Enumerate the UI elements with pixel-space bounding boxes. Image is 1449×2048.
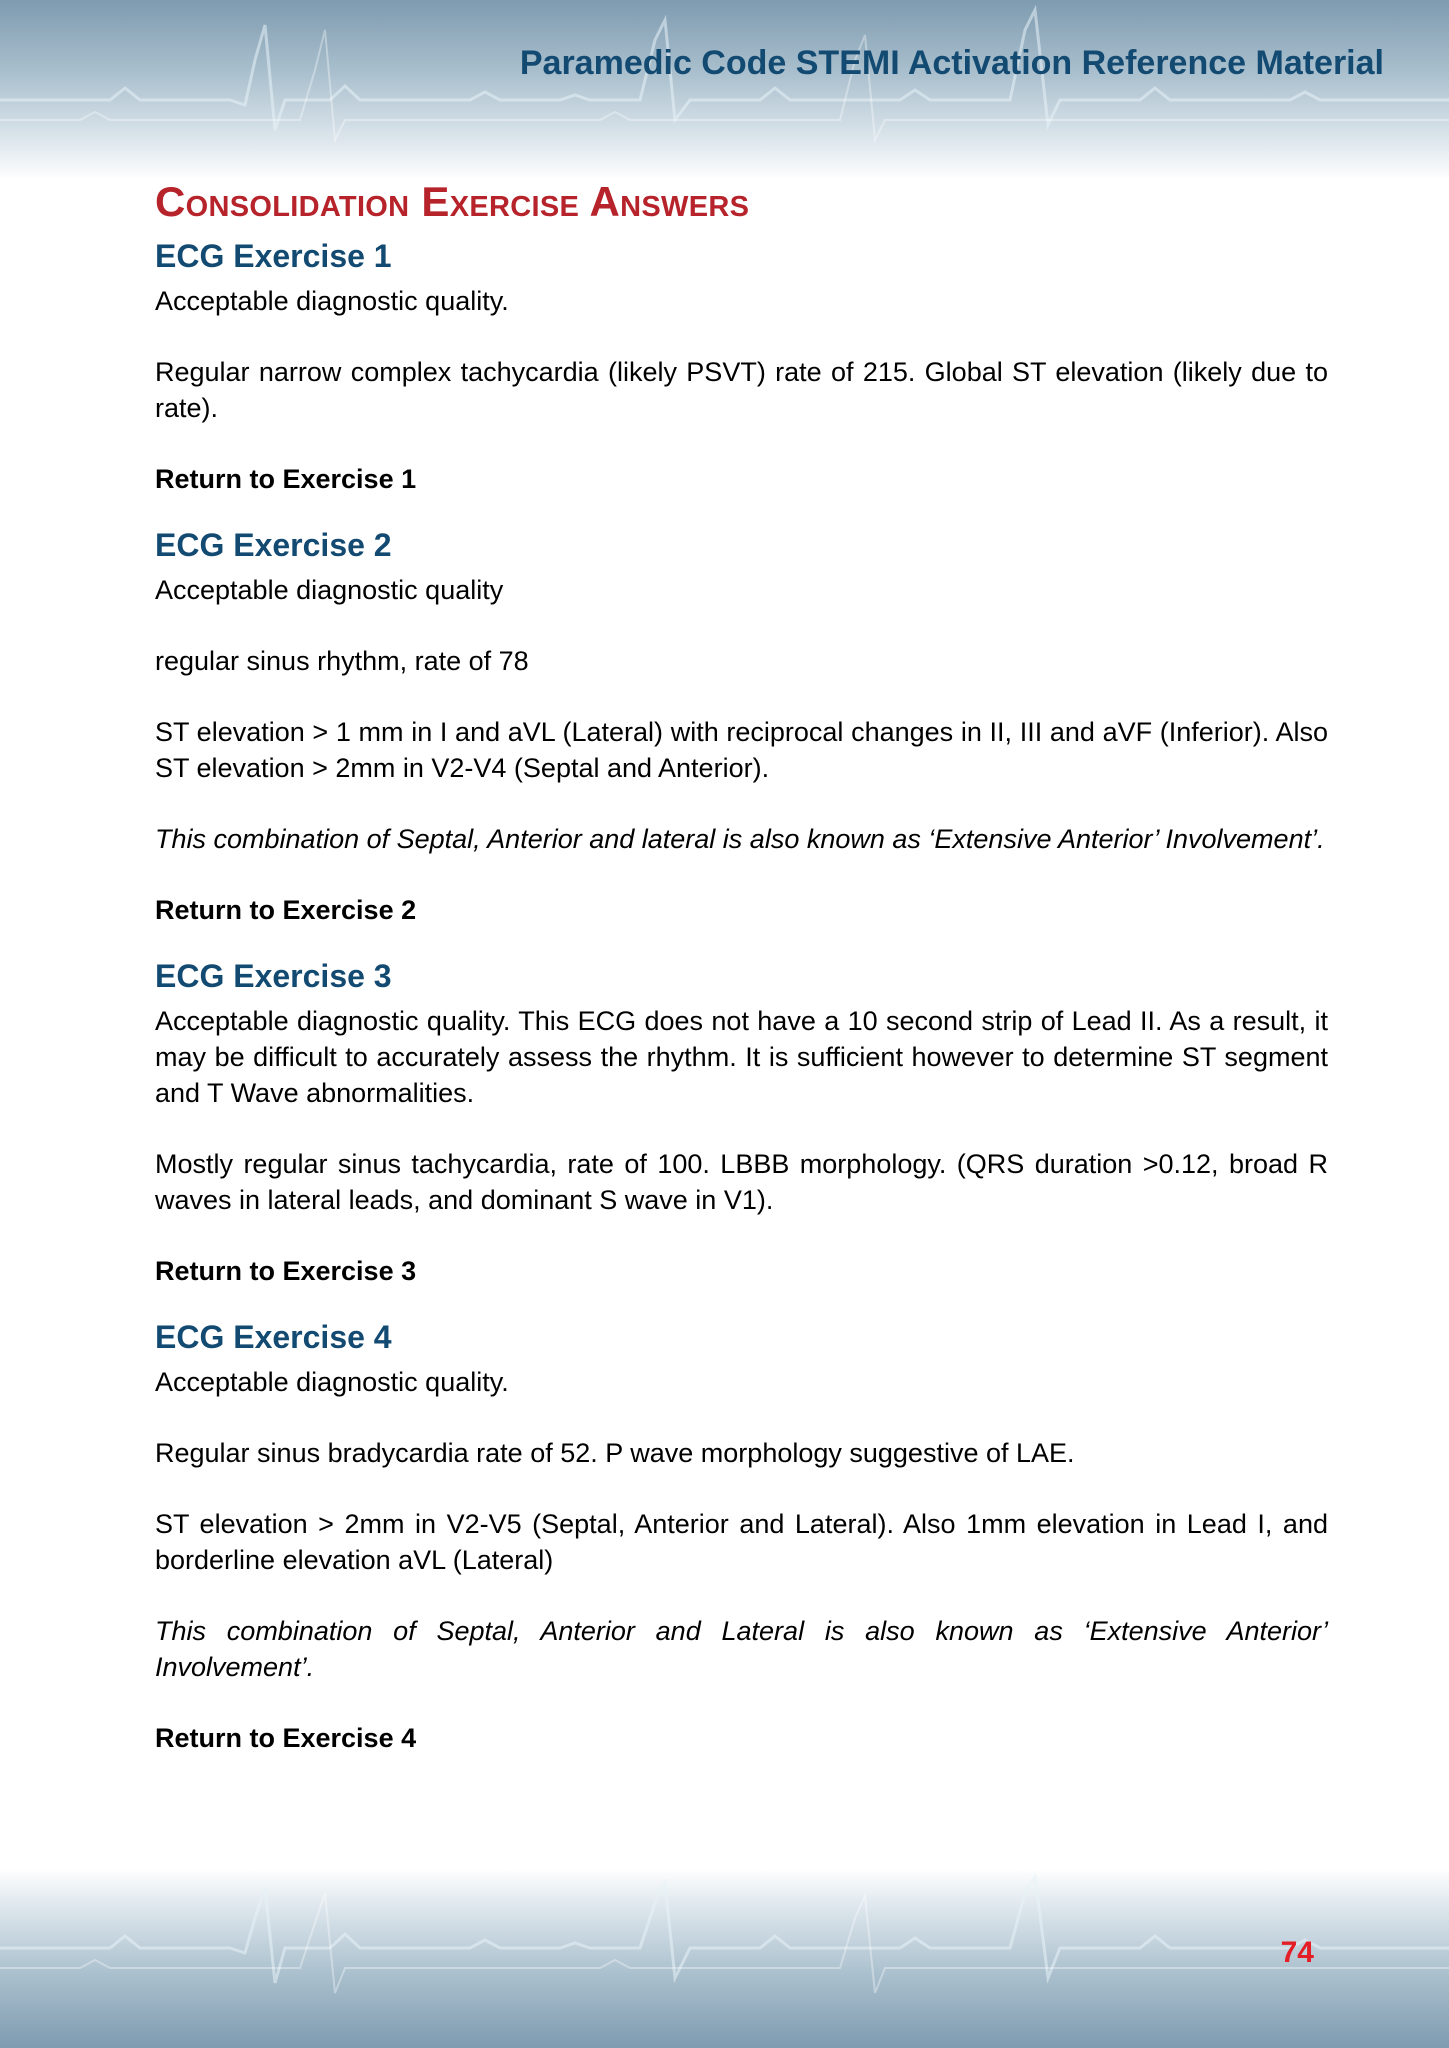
exercise-2-answers: [155, 527, 1328, 928]
footer-band: [0, 1868, 1449, 2048]
exercise-3-paragraph-2: Mostly regular sinus tachycardia, rate of 100. LBBB morphology. (QRS duration >0.12, broad R waves in lateral leads, and dominant S wave in V1).: [155, 1149, 1328, 1215]
exercise-1-answers: [155, 238, 1328, 497]
exercise-2-paragraph-3: ST elevation > 1 mm in I and aVL (Lateral) with reciprocal changes in II, III and aVF (Inferior). Also ST elevation > 2mm in V2-V4 (Septal and Anterior).: [155, 717, 1328, 783]
exercise-1-paragraph-1: Acceptable diagnostic quality.: [155, 286, 509, 316]
ecg-trace-decoration: [0, 1868, 1449, 2048]
exercise-4-paragraph-2: Regular sinus bradycardia rate of 52. P wave morphology suggestive of LAE.: [155, 1438, 1075, 1468]
exercise-1-paragraph-2: Regular narrow complex tachycardia (likely PSVT) rate of 215. Global ST elevation (likely due to rate).: [155, 357, 1328, 423]
page-number: 74: [1280, 1936, 1314, 1969]
exercise-2-paragraph-1: Acceptable diagnostic quality: [155, 575, 504, 605]
main-content: [155, 178, 1328, 1756]
exercise-2-title: ECG Exercise 2: [155, 527, 392, 563]
exercise-4-note: This combination of Septal, Anterior and Lateral is also known as ‘Extensive Anterior’ Involvement’.: [155, 1616, 1328, 1682]
exercise-2-note: This combination of Septal, Anterior and lateral is also known as ‘Extensive Anterior’ Involvement’.: [155, 824, 1325, 854]
exercise-4-paragraph-3: ST elevation > 2mm in V2-V5 (Septal, Anterior and Lateral). Also 1mm elevation in Lead I, and borderline elevation aVL (Lateral): [155, 1509, 1328, 1575]
exercise-1-title: ECG Exercise 1: [155, 238, 392, 274]
return-to-exercise-1-link[interactable]: Return to Exercise 1: [155, 464, 417, 494]
exercise-2-paragraph-2: regular sinus rhythm, rate of 78: [155, 646, 529, 676]
exercise-4-title: ECG Exercise 4: [155, 1319, 392, 1355]
return-to-exercise-3-link[interactable]: Return to Exercise 3: [155, 1256, 417, 1286]
return-to-exercise-4-link[interactable]: Return to Exercise 4: [155, 1723, 417, 1753]
ecg-trace-decoration: [0, 0, 1449, 180]
exercise-3-paragraph-1: Acceptable diagnostic quality. This ECG does not have a 10 second strip of Lead II. As a result, it may be difficult to accurately assess the rhythm. It is sufficient however to determine ST segment and T Wave abnormalities.: [155, 1006, 1328, 1108]
document-header-title: Paramedic Code STEMI Activation Reference Material: [519, 44, 1384, 82]
section-title: Consolidation Exercise Answers: [155, 178, 750, 225]
exercise-3-title: ECG Exercise 3: [155, 958, 392, 994]
return-to-exercise-2-link[interactable]: Return to Exercise 2: [155, 895, 417, 925]
exercise-4-answers: [155, 1319, 1328, 1756]
header-band: [0, 0, 1449, 180]
exercise-4-paragraph-1: Acceptable diagnostic quality.: [155, 1367, 509, 1397]
exercise-3-answers: [155, 958, 1328, 1289]
